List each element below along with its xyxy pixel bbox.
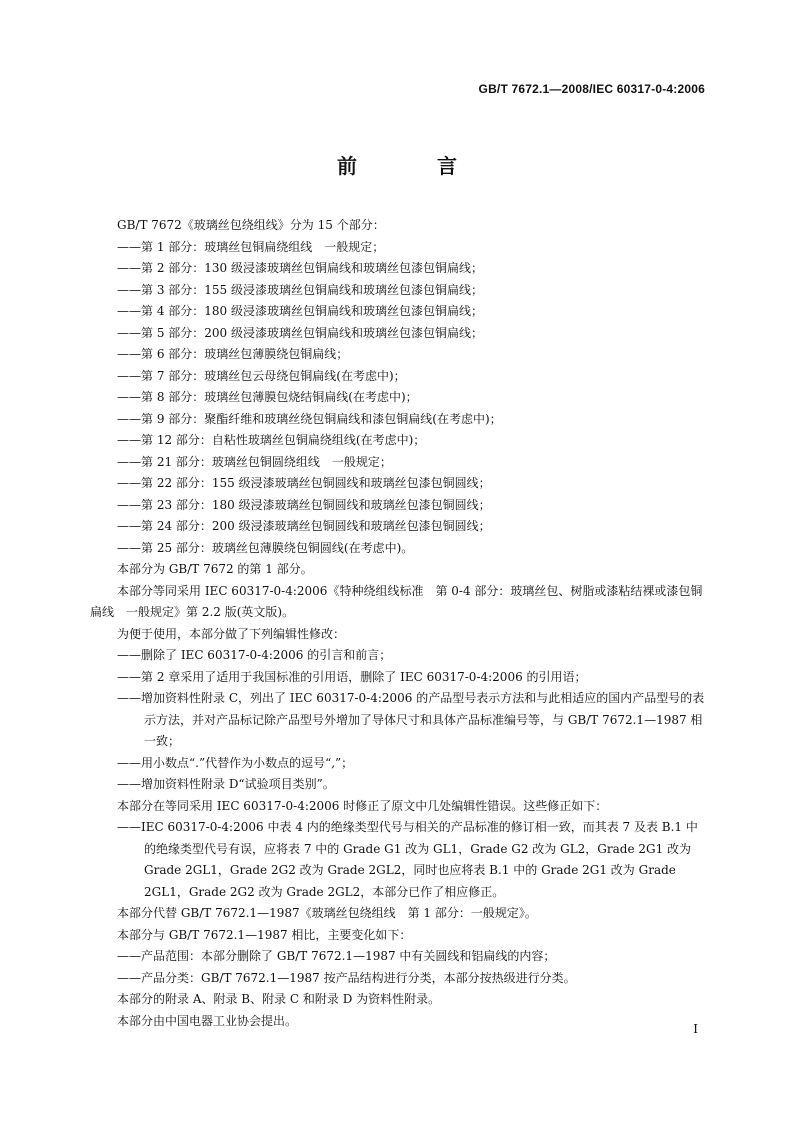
part-item: ——第 12 部分：自粘性玻璃丝包铜扁绕组线(在考虑中)； [117,433,426,447]
adopt-paragraph: 本部分等同采用 IEC 60317-0-4:2006《特种绕组线标准 第 0-4 部分：玻璃丝包、树脂或漆粘结裸或漆包铜扁线 一般规定》第 2.2 版(英文版)。 [90,583,703,619]
edit-item: ——用小数点“.”代替作为小数点的逗号“,”； [117,755,354,770]
correction-item: ——IEC 60317-0-4:2006 中表 4 内的绝缘类型代号与相关的产品标准的修订相一致，而其表 7 及表 B.1 中的绝缘类型代号有误，应将表 7 中的 Grade G1 改为 GL1，Grade G2 改为 GL2，Grade 2G1 改为 Grade 2GL1，Grade 2G2 改为 Grade 2GL2，同时也应将表 B.1 中的 Grade 2G1 改为 Grade 2GL1，Grade 2G2 改为 Grade 2GL2，本部分已作了相应修正。 [117,820,698,899]
change-item: ——产品分类：GB/T 7672.1—1987 按产品结构进行分类，本部分按热级进行分类。 [117,970,576,985]
part-item: ——第 7 部分：玻璃丝包云母绕包铜扁线(在考虑中)； [117,368,406,383]
replace-paragraph: 本部分代替 GB/T 7672.1—1987《玻璃丝包绕组线 第 1 部分：一般规定》。 [117,906,537,920]
proposer-paragraph: 本部分由中国电器工业协会提出。 [117,1013,298,1028]
part-item: ——第 8 部分：玻璃丝包薄膜包烧结铜扁线(在考虑中)； [117,390,418,404]
parts-intro: GB/T 7672《玻璃丝包绕组线》分为 15 个部分： [117,218,385,232]
part-item: ——第 6 部分：玻璃丝包薄膜绕包铜扁线； [117,347,349,361]
edit-item: ——删除了 IEC 60317-0-4:2006 的引言和前言； [117,648,392,662]
part-item: ——第 25 部分：玻璃丝包薄膜绕包铜圆线(在考虑中)。 [117,540,414,555]
annex-paragraph: 本部分的附录 A、附录 B、附录 C 和附录 D 为资料性附录。 [117,992,441,1006]
edit-item: ——第 2 章采用了适用于我国标准的引用语，删除了 IEC 60317-0-4:2006 的引用语； [117,669,587,684]
part-item: ——第 23 部分：180 级浸漆玻璃丝包铜圆线和玻璃丝包漆包铜圆线； [117,497,491,512]
part-item: ——第 2 部分：130 级浸漆玻璃丝包铜扁线和玻璃丝包漆包铜扁线； [117,261,483,275]
part-item: ——第 9 部分：聚酯纤维和玻璃丝绕包铜扁线和漆包铜扁线(在考虑中)； [117,411,502,426]
part-item: ——第 21 部分：玻璃丝包铜圆绕组线 一般规定； [117,454,392,469]
part-item: ——第 4 部分：180 级浸漆玻璃丝包铜扁线和玻璃丝包漆包铜扁线； [117,304,483,318]
edit-item: ——增加资料性附录 D“试验项目类别”。 [117,777,335,791]
edit-item: ——增加资料性附录 C，列出了 IEC 60317-0-4:2006 的产品型号表示方法和与此相适应的国内产品型号的表示方法，并对产品标记除产品型号外增加了导体尺寸和具体产品标准编号等，与 GB/T 7672.1—1987 相一致； [117,691,705,748]
standard-code: GB/T 7672.1—2008/IEC 60317-0-4:2006 [478,82,705,96]
edits-list [90,645,706,796]
part-item: ——第 22 部分：155 级浸漆玻璃丝包铜圆线和玻璃丝包漆包铜圆线； [117,476,491,490]
page-title: 前 言 [337,154,487,178]
page-number: I [693,1022,698,1036]
foreword-body [90,215,706,1032]
part-item: ——第 5 部分：200 级浸漆玻璃丝包铜扁线和玻璃丝包漆包铜扁线； [117,325,483,340]
edit-intro: 为便于使用，本部分做了下列编辑性修改： [117,626,346,641]
parts-list [90,237,706,560]
change-item: ——产品范围：本部分删除了 GB/T 7672.1—1987 中有关圆线和铝扁线的内容； [117,949,556,963]
part-item: ——第 3 部分：155 级浸漆玻璃丝包铜扁线和玻璃丝包漆包铜扁线； [117,282,483,297]
correction-intro: 本部分在等同采用 IEC 60317-0-4:2006 时修正了原文中几处编辑性错误。这些修正如下： [117,798,608,813]
changes-list [90,946,706,989]
changes-intro: 本部分与 GB/T 7672.1—1987 相比，主要变化如下： [117,927,412,942]
part-item: ——第 24 部分：200 级浸漆玻璃丝包铜圆线和玻璃丝包漆包铜圆线； [117,519,491,533]
part-of-paragraph: 本部分为 GB/T 7672 的第 1 部分。 [117,562,313,576]
part-item: ——第 1 部分：玻璃丝包铜扁绕组线 一般规定； [117,239,385,254]
